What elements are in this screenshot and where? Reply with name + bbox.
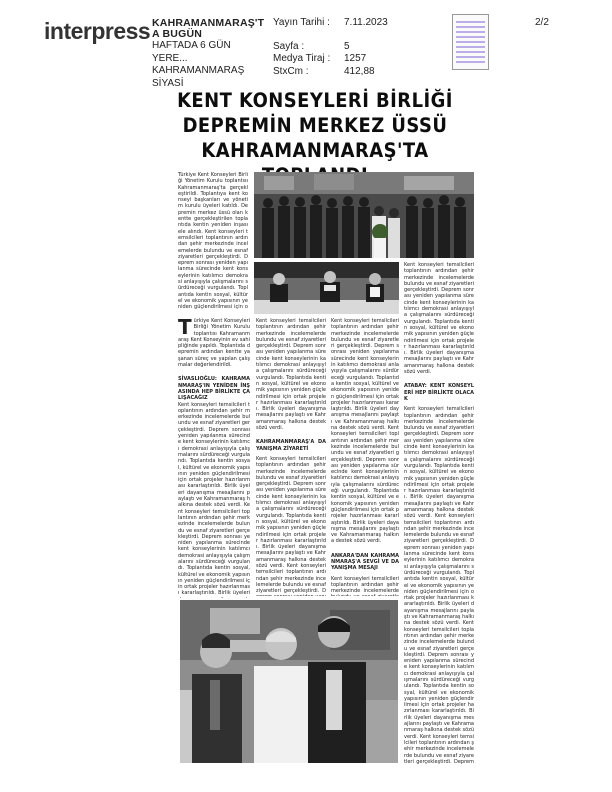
page-label: Sayfa :	[273, 40, 305, 52]
market-photo	[180, 600, 398, 763]
intro-text: ürkiye Kent Konseyleri Birliği Yönetim Kurulu toplantısı Kahramanmaraş Kent Konseyinin ev sahipliğinde yapıldı. Toplantıda depremin ardından kentte yaşanan süreç ve yapılan çalışmalar değerlendirildi.	[178, 318, 250, 369]
page-value: 5	[344, 40, 350, 52]
meta-values	[344, 17, 388, 78]
publication-category: SİYASİ	[152, 77, 184, 89]
circulation-value: 1257	[344, 53, 367, 65]
headline-line-3: KAHRAMANMARAŞ'TA	[201, 139, 429, 162]
col2-body-2: Kent konseyleri temsilcileri toplantının ardından şehir merkezinde incelemelerde bulundu ve esnaf ziyaretleri gerçekleştirdi. Deprem sonrası yeniden yapılanma sürecinde kent konseylerinin katılımcı demokrasi anlayışıyla çalışmalarını sürdüreceği vurgulandı. Toplantıda kentin sosyal, kültürel ve ekonomik yapısının yeniden güçlendirilmesi için ortak projeler hazırlanması kararlaştırıldı. Birlik üyeleri dayanışma mesajlarını paylaştı ve Kahramanmaraş halkına destek sözü verdi.	[256, 455, 326, 569]
subhead-3: ANKARA'DAN KAHRAMANMARAŞ'A SEVGİ VE DAYANIŞMA MESAJI	[331, 552, 399, 572]
date-label: Yayın Tarihi :	[273, 17, 330, 28]
subhead-1: SİVASLIOĞLU: KAHRAMANMARAŞ'IN YENİDEN İNŞASINDA HEP BİRLİKTE ÇALIŞACAĞIZ	[178, 376, 250, 402]
col3-body-3: Kent konseyleri temsilcileri toplantının ardından şehir merkezinde incelemelerde	[331, 575, 399, 595]
col4-body-4: Kent konseyleri temsilcileri toplantının ardından şehir merkezinde incelemelerde bulundu ve esnaf ziyaretleri gerçekleştirdi. Deprem sonrası yeniden yapılanma sürecinde kent konseylerinin katılımcı demokrasi anlayışıyla çalışmalarını sürdüreceği vurgulandı. Toplantıda kentin sosyal, kültürel ve ekonomik yapısının yeniden güçlendirilmesi için ortak projeler hazırlanması kararlaştırıldı. Birlik üyeleri dayanışma mesajlarını paylaştı ve Kahramanmaraş halkına destek sözü verdi.	[404, 620, 474, 740]
circulation-label: Medya Tiraj :	[273, 53, 331, 65]
market-photo-image	[180, 600, 398, 763]
col1-body-2: Kent konseyleri temsilcileri toplantının ardından şehir merkezinde incelemelerde bulundu ve esnaf ziyaretleri gerçekleştirdi. Deprem sonrası yeniden yapılanma sürecinde kent konseylerinin katılımcı demokrasi anlayışıyla çalışmalarını sürdüreceği vurgulandı. Toplantıda kentin sosyal, kültürel ve ekonomik yapısının yeniden güçlendirilmesi için ortak projeler hazırlanması kararlaştırıldı. Birlik üyeleri	[178, 502, 250, 597]
drop-cap: T	[178, 318, 192, 339]
col3-body-1: Kent konseyleri temsilcileri toplantının ardından şehir merkezinde incelemelerde bulundu ve esnaf ziyaretleri gerçekleştirdi. Deprem sonrası yeniden yapılanma sürecinde kent konseylerinin katılımcı demokrasi anlayışıyla çalışmalarını sürdüreceği vurgulandı. Toplantıda kentin sosyal, kültürel ve ekonomik yapısının yeniden güçlendirilmesi için ortak projeler hazırlanması kararlaştırıldı. Birlik üyeleri dayanışma mesajlarını paylaştı ve Kahramanmaraş halkına destek sözü verdi.	[331, 318, 399, 432]
lead-paragraph	[178, 172, 248, 310]
column-4	[404, 262, 474, 764]
headline-line-1: KENT KONSEYLERİ BİRLİĞİ	[177, 89, 453, 112]
group-photo-image	[254, 172, 474, 258]
panel-photo	[254, 262, 399, 314]
col2-body-1: Kent konseyleri temsilcileri toplantının ardından şehir merkezinde incelemelerde bulundu ve esnaf ziyaretleri gerçekleştirdi. Deprem sonrası yeniden yapılanma sürecinde kent konseylerinin katılımcı demokrasi anlayışıyla çalışmalarını sürdüreceği vurgulandı. Toplantıda kentin sosyal, kültürel ve ekonomik yapısının yeniden güçlendirilmesi için ortak projeler hazırlanması kararlaştırıldı. Birlik üyeleri dayanışma mesajlarını paylaştı ve Kahramanmaraş halkına destek sözü verdi.	[256, 318, 326, 432]
publication-name-cont: A BUGÜN	[152, 27, 203, 40]
date-value: 7.11.2023	[344, 17, 388, 28]
lead-text: Türkiye Kent Konseyleri Birliği Yönetim Kurulu toplantısı Kahramanmaraş'ta gerçekleştirildi. Toplantıya kent konseyi başkanları ve yönetim kurulu üyeleri katıldı. Depremin merkez üssü olan kentte gerçekleştirilen toplantıda kentin yeniden inşası ele alındı.	[178, 172, 248, 235]
col4-body-2: Kent konseyleri temsilcileri toplantının ardından şehir merkezinde incelemelerde bulundu ve esnaf ziyaretleri gerçekleştirdi. Deprem sonrası yeniden yapılanma sürecinde kent konseylerinin katılımcı demokrasi anlayışıyla çalışmalarını sürdüreceği vurgulandı. Toplantıda kentin sosyal, kültürel ve ekonomik yapısının yeniden güçlendirilmesi için ortak projeler hazırlanması kararlaştırıldı. Birlik üyeleri dayanışma mesajlarını paylaştı ve Kahramanmaraş halkına destek sözü verdi.	[404, 406, 474, 520]
col1-body-1: Kent konseyleri temsilcileri toplantının ardından şehir merkezinde incelemelerde bulundu ve esnaf ziyaretleri gerçekleştirdi. Deprem sonrası yeniden yapılanma sürecinde kent konseylerinin katılımcı demokrasi anlayışıyla çalışmalarını sürdüreceği vurgulandı. Toplantıda kentin sosyal, kültürel ve ekonomik yapısının yeniden güçlendirilmesi için ortak projeler hazırlanması kararlaştırıldı. Birlik üyeleri dayanışma mesajlarını paylaştı ve Kahramanmaraş halkına destek sözü verdi.	[178, 401, 250, 509]
headline-line-2: DEPREMİN MERKEZ ÜSSÜ	[182, 114, 448, 137]
area-value: 412,88	[344, 65, 375, 77]
interpress-logo: interpress	[44, 18, 151, 44]
page-thumbnail[interactable]	[452, 14, 489, 70]
column-2	[256, 318, 326, 596]
publication-frequency: HAFTADA 6 GÜN YERE...	[152, 40, 231, 64]
publication-name: KAHRAMANMARAŞ'T	[152, 17, 265, 29]
area-label: StxCm :	[273, 65, 309, 77]
col2-body-3: Kent konseyleri temsilcileri toplantının ardından şehir merkezinde incelemelerde bulundu ve esnaf ziyaretleri gerçekleştirdi. D	[256, 562, 326, 595]
column-1	[178, 318, 250, 598]
meta-labels	[273, 17, 330, 78]
col4-body-3: Kent konseyleri temsilcileri toplantının ardından şehir merkezinde incelemelerde bulundu ve esnaf ziyaretleri gerçekleştirdi. Deprem sonrası yeniden yapılanma sürecinde kent konseylerinin katılımcı demokrasi anlayışıyla çalışmalarını sürdüreceği vurgulandı. Toplantıda kentin sosyal, kültürel ve ekonomik yapısının yeniden güçlendirilmesi için ortak projeler hazırlanması kararlaştırıldı. Birlik üyeleri dayanışma mesajlarını paylaştı ve Kahramanmaraş halkına destek sözü verdi.	[404, 513, 474, 627]
publication-info	[152, 17, 264, 90]
panel-photo-image	[254, 262, 399, 314]
lead-body-fill: Kent konseyleri temsilcileri toplantının ardından şehir merkezinde incelemelerde bulundu ve esnaf ziyaretleri gerçekleştirdi. Deprem sonrası yeniden yapılanma sürecinde kent konseylerinin katılımcı demokrasi anlayışıyla çalışmalarını sürdüreceği vurgulandı. Toplantıda kentin sosyal, kültürel ve ekonomik yapısının yeniden güçlendirilmesi için o	[178, 228, 248, 310]
publication-region: KAHRAMANMARAŞ	[152, 65, 245, 76]
subhead-4: ATABAY: KENT KONSEYLERİ HEP BİRLİKTE OLACAK	[404, 383, 474, 402]
column-3	[331, 318, 399, 596]
col3-body-2: Kent konseyleri temsilcileri toplantının ardından şehir merkezinde incelemelerde bulundu ve esnaf ziyaretleri gerçekleştirdi. Deprem sonrası yeniden yapılanma sürecinde kent konseylerinin katılımcı demokrasi anlayışıyla çalışmalarını sürdüreceği vurgulandı. Toplantıda kentin sosyal, kültürel ve ekonomik yapısının yeniden güçlendirilmesi için ortak projeler hazırlanması kararlaştırıldı. Birlik üyeleri dayanışma mesajlarını paylaştı ve Kahramanmaraş halkına destek sözü verdi.	[331, 425, 399, 545]
group-photo	[254, 172, 474, 258]
page-number: 2/2	[535, 17, 549, 28]
col4-body-5: Kent konseyleri temsilcileri toplantının ardından şehir merkezinde incelemelerde bulundu ve esnaf ziyaretleri gerçekleştirdi. Deprem	[404, 733, 474, 764]
col4-body-1: Kent konseyleri temsilcileri toplantının ardından şehir merkezinde incelemelerde bulundu ve esnaf ziyaretleri gerçekleştirdi. Deprem sonrası yeniden yapılanma sürecinde kent konseylerinin katılımcı demokrasi anlayışıyla çalışmalarını sürdüreceği vurgulandı. Toplantıda kentin sosyal, kültürel ve ekonomik yapısının yeniden güçlendirilmesi için ortak projeler hazırlanması kararlaştırıldı. Birlik üyeleri dayanışma mesajlarını paylaştı ve Kahramanmaraş halkına destek sözü verdi.	[404, 262, 474, 376]
subhead-2: KAHRAMANMARAŞ'A DAYANIŞMA ZİYARETİ	[256, 439, 326, 452]
